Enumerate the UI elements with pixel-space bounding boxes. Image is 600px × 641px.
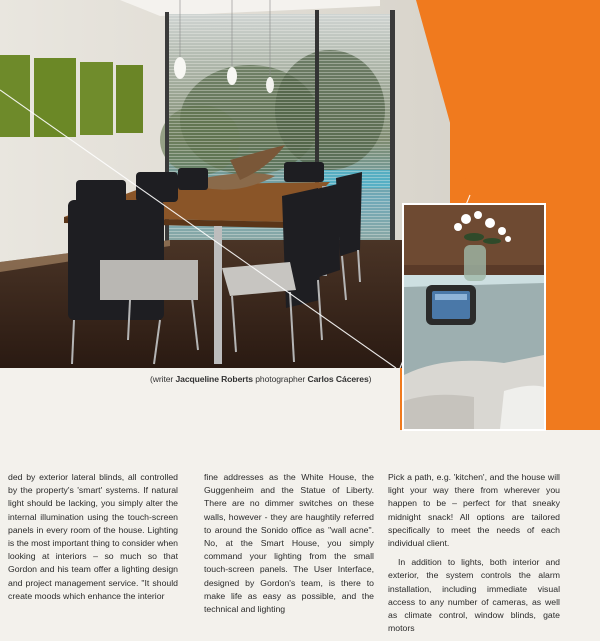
photo-credit: [150, 374, 372, 384]
credit-open: (writer: [150, 374, 176, 384]
column-3-paragraph-2: In addition to lights, both interior and exterior, the system controls the alarm installation, including immediate visual access to any number of cameras, as well as climate control, window blinds, gate motors: [388, 557, 560, 634]
column-1-paragraph: ded by exterior lateral blinds, all controlled by the property's 'smart' systems. If natural light should be lacking, you simply alter the internal illumination using the touch-screen panels in every room of the house. Lighting is the most important thing to consider when looking at interiors – so much so that Gordon and his team offer a lighting design and project management service. "It should create moods which enhance the interior: [8, 472, 178, 601]
touch-screen-inset-photo: [402, 203, 546, 431]
body-column-2: [204, 471, 374, 622]
body-column-1: [8, 471, 178, 609]
body-column-3: [388, 471, 560, 641]
writer-name: Jacqueline Roberts: [175, 374, 253, 384]
photographer-name: Carlos Cáceres: [307, 374, 369, 384]
credit-close: ): [368, 374, 372, 384]
column-2-paragraph: fine addresses as the White House, the Guggenheim and the Statue of Liberty. There are no dimmer switches on these walls, however - they are haughtily referred to around the Sonido office as "wall acne". No, at the Smart House, you simply command your lighting from the small touch-screen panels. The User Interface, designed by Gordon's team, is there to make life as easy as possible, and the technical and lighting: [204, 472, 374, 615]
photographer-label: photographer: [252, 374, 308, 384]
column-3-paragraph-1: Pick a path, e.g. 'kitchen', and the house will light your way there from wherever you happen to be – perfect for that sneaky midnight snack! All options are tailored specifically to meet the needs of each individual client.: [388, 472, 560, 549]
